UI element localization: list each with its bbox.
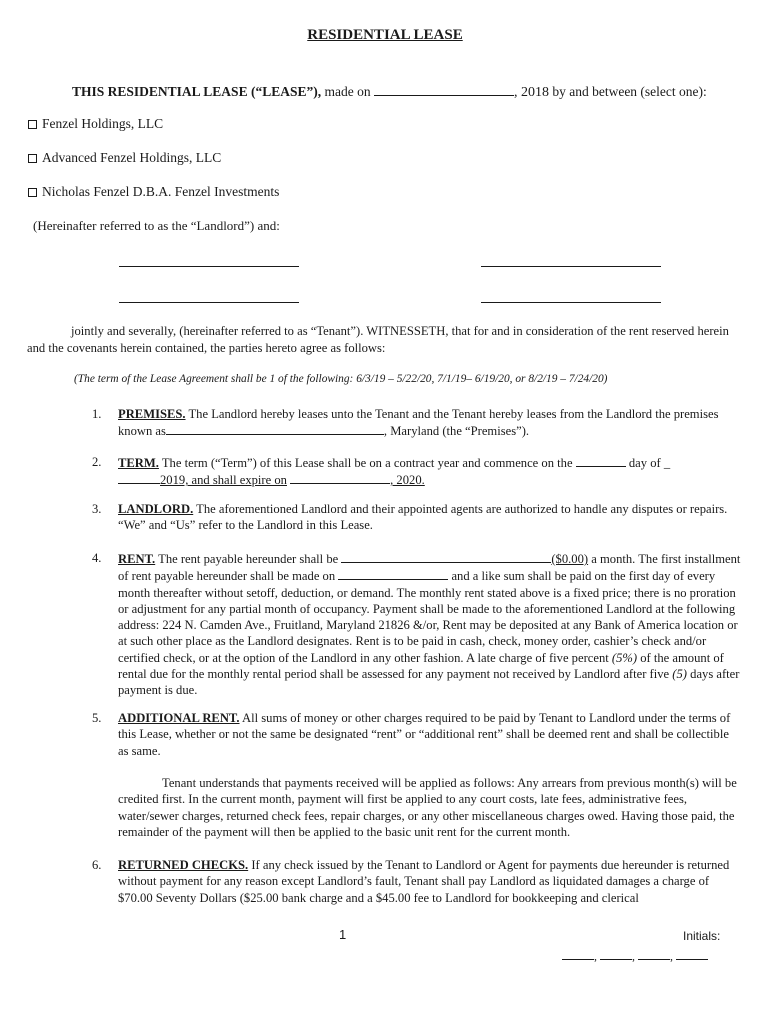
section-returned-checks [92, 857, 742, 906]
initials-blank-2[interactable] [600, 950, 632, 960]
section-heading: RENT. [118, 552, 156, 566]
section-heading: PREMISES. [118, 407, 186, 421]
option-label: Nicholas Fenzel D.B.A. Fenzel Investments [42, 184, 280, 199]
initials-separator: , [594, 949, 597, 963]
intro-rest: by and between (select one): [552, 84, 707, 99]
first-installment-date-blank[interactable] [338, 567, 448, 580]
checkbox-icon[interactable] [28, 120, 37, 129]
intro-year: , 2018 [513, 85, 549, 100]
rent-amount-blank[interactable] [341, 550, 551, 563]
lease-date-blank[interactable] [374, 83, 514, 96]
initials-separator: , [632, 949, 635, 963]
section-number: 6. [92, 858, 102, 872]
intro-line [72, 83, 707, 101]
initials-blank-1[interactable] [562, 950, 594, 960]
tenant-name-line-3[interactable] [119, 302, 299, 303]
payment-application-paragraph: Tenant understands that payments received will be applied as follows: Any arrears from previous month(s) will be credited first. In the current month, payment will first be applied to any court costs, late fees, administrative fees, water/sewer charges, returned check fees, repair charges, or any other miscellaneous charges owed. Having those paid, the remainder of the payment will then be applied to the basic unit rent for the current month. [118, 776, 737, 839]
section-text: 2019, and shall expire on [160, 473, 287, 488]
section-number: 1. [92, 407, 102, 421]
section-premises [92, 406, 742, 440]
section-heading: ADDITIONAL RENT. [118, 711, 240, 725]
page-number: 1 [339, 927, 347, 942]
initials-separator: , [670, 949, 673, 963]
checkbox-icon[interactable] [28, 154, 37, 163]
premises-address-blank[interactable] [166, 422, 384, 435]
late-days: (5) [672, 667, 687, 682]
landlord-option-advanced-fenzel[interactable] [28, 150, 221, 166]
section-text: of the amount of rental due for the monthly rental period shall be assessed for any payment not received by Landlord after five [118, 650, 724, 682]
section-number: 5. [92, 711, 102, 725]
section-heading: TERM. [118, 456, 159, 470]
term-note: (The term of the Lease Agreement shall be 1 of the following: 6/3/19 – 5/22/20, 7/1/19– 6/19/20, or 8/2/19 – 7/24/20) [74, 373, 608, 385]
section-text: and a like sum shall be paid on the first day of every month thereafter without setoff, deduction, or demand. The monthly rent stated above is a fixed price; there is no proration or adjustment for any partial month of occupancy. Payment shall be made to the aforementioned Landlord at the following address: 224 N. Camden Ave., Fruitland, Maryland 21826 &/or, Rent may be deposited at any Bank of America location or at such other place as the Landlord designates. Rent is to be paid in cash, check, money order, cashier’s check and/or certified check, or at the option of the Landlord in any other fashion. A late charge of five percent [118, 569, 738, 665]
section-text: day of _ [628, 456, 671, 470]
section-text: , Maryland (the “Premises”). [383, 424, 530, 439]
section-rent [92, 550, 742, 699]
section-number: 2. [92, 455, 102, 469]
commence-day-blank[interactable] [576, 454, 626, 467]
section-text: All sums of money or other charges required to be paid by Tenant to Landlord under the terms of this Lease, whether or not the same be designated “rent” or “additional rent” shall be deemed rent and shall be collectible as same. [118, 711, 731, 758]
checkbox-icon[interactable] [28, 188, 37, 197]
initials-row [562, 949, 708, 964]
tenant-name-line-4[interactable] [481, 302, 661, 303]
section-text: The rent payable hereunder shall be [158, 552, 339, 566]
section-heading: LANDLORD. [118, 502, 194, 516]
section-landlord [92, 501, 742, 534]
initials-blank-3[interactable] [638, 950, 670, 960]
section-text: If any check issued by the Tenant to Landlord or Agent for payments due hereunder is returned without payment for any reason except Landlord’s fault, Tenant shall pay Landlord as liquidated damages a charge of $70.00 Seventy Dollars ($25.00 bank charge and a $45.00 fee to Landlord for bookkeeping and clerical [118, 858, 730, 905]
section-number: 3. [92, 502, 102, 516]
section-text: days after payment is due. [118, 667, 740, 698]
landlord-option-fenzel-holdings[interactable] [28, 116, 163, 132]
option-label: Advanced Fenzel Holdings, LLC [42, 150, 222, 165]
option-label: Fenzel Holdings, LLC [42, 116, 164, 131]
initials-blank-4[interactable] [676, 950, 708, 960]
document-title: RESIDENTIAL LEASE [307, 27, 463, 43]
expire-date-blank[interactable] [290, 471, 390, 484]
section-text: a month. The first installment of rent payable hereunder shall be made on [118, 552, 741, 584]
late-percent: (5%) [611, 650, 638, 665]
landlord-option-nicholas-fenzel[interactable] [28, 184, 279, 200]
section-term [92, 454, 742, 489]
section-heading: RETURNED CHECKS. [118, 858, 249, 872]
section-text: , 2020. [390, 473, 425, 488]
section-text: The term (“Term”) of this Lease shall be on a contract year and commence on the [161, 456, 573, 470]
intro-bold: THIS RESIDENTIAL LEASE (“LEASE”), [72, 84, 322, 99]
tenant-name-line-2[interactable] [481, 266, 661, 267]
hereinafter-text: (Hereinafter referred to as the “Landlord”) and: [33, 218, 280, 233]
witnesseth-paragraph: jointly and severally, (hereinafter referred to as “Tenant”). WITNESSETH, that for and in consideration of the rent reserved herein and the covenants herein contained, the parties hereto agree as follows: [27, 324, 729, 355]
tenant-name-line-1[interactable] [119, 266, 299, 267]
initials-label: Initials: [683, 929, 721, 943]
commence-month-blank[interactable] [118, 471, 160, 484]
section-number: 4. [92, 551, 102, 565]
intro-made-on: made on [324, 84, 371, 99]
section-additional-rent [92, 710, 742, 759]
section-text: The aforementioned Landlord and their appointed agents are authorized to handle any disputes or repairs. “We” and “Us” refer to the Landlord in this Lease. [118, 502, 728, 533]
section-text: The Landlord hereby leases unto the Tenant and the Tenant hereby leases from the Landlord the premises known as [118, 407, 719, 439]
rent-amount: ($0.00) [551, 552, 589, 566]
